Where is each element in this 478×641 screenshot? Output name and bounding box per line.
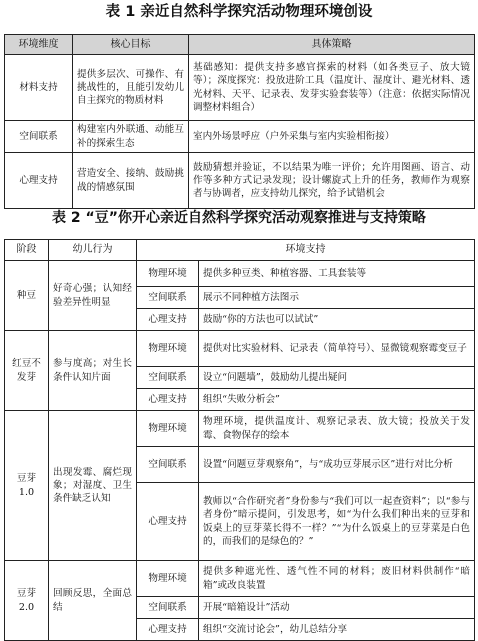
table-row (5, 121, 475, 153)
table-row (5, 153, 475, 209)
table-row (5, 411, 475, 447)
dimension-cell: 空间联系 (5, 121, 73, 153)
strategy-cell: 基础感知：提供支持多感官探索的材料（如各类豆子、放大镜等）；深度探究：投放进阶工具（温度计、湿度计、避光材料、透光材料、天平、记录表、发芽实验套装等）（注意：依据实际情况调整材料组合） (189, 55, 475, 121)
stage-cell: 种豆 (5, 261, 49, 331)
support-text-cell: 提供多种豆类、种植容器、工具套装等 (199, 261, 475, 287)
support-type-cell: 空间联系 (137, 287, 199, 309)
support-type-cell: 空间联系 (137, 367, 199, 389)
table-row (5, 561, 475, 597)
header-strategy: 具体策略 (189, 35, 475, 55)
support-text-cell: 物理环境，提供温度计、观察记录表、放大镜；投放关于发霉、食物保存的绘本 (199, 411, 475, 447)
support-text-cell: 设置“问题豆芽观察角”，与“成功豆芽展示区”进行对比分析 (199, 447, 475, 483)
dimension-cell: 心理支持 (5, 153, 73, 209)
support-text-cell: 设立“问题墙”，鼓励幼儿提出疑问 (199, 367, 475, 389)
support-text-cell: 提供多种遮光性、透气性不同的材料；废旧材料供制作“暗箱”或改良装置 (199, 561, 475, 597)
strategy-cell: 室内外场景呼应（户外采集与室内实验相衔接） (189, 121, 475, 153)
behavior-cell: 参与度高；对生长条件认知片面 (49, 331, 137, 411)
support-type-cell: 物理环境 (137, 411, 199, 447)
header-stage: 阶段 (5, 240, 49, 261)
behavior-cell: 回顾反思，全面总结 (49, 561, 137, 641)
support-type-cell: 心理支持 (137, 309, 199, 331)
header-dimension: 环境维度 (5, 35, 73, 55)
goal-cell: 营造安全、接纳、鼓励挑战的情感氛围 (73, 153, 189, 209)
strategy-cell: 鼓励猜想并验证，不以结果为唯一评价；允许用图画、语言、动作等多种方式记录发现；设计螺旋式上升的任务，教师作为观察者与协调者，应支持幼儿探究，给予试错机会 (189, 153, 475, 209)
physical-environment-table (4, 34, 475, 209)
goal-cell: 构建室内外联通、动能互补的探索生态 (73, 121, 189, 153)
table-header-row (5, 35, 475, 55)
table2-title: 表 2 “豆”你开心亲近自然科学探究活动观察推进与支持策略 (52, 210, 426, 226)
header-environment-support: 环境支持 (137, 240, 475, 261)
support-text-cell: 开展“暗箱设计”活动 (199, 597, 475, 619)
support-text-cell: 教师以“合作研究者”身份参与“我们可以一起查资料”；以“参与者身份”暗示提问，引发思考，如“为什么我们种出来的豆芽和饭桌上的豆芽菜长得不一样？”“为什么饭桌上的豆芽菜是白色的，而我们的是绿色的？” (199, 483, 475, 561)
table1-title: 表 1 亲近自然科学探究活动物理环境创设 (105, 4, 373, 20)
support-text-cell: 组织“交流讨论会”，幼儿总结分享 (199, 619, 475, 641)
header-goal: 核心目标 (73, 35, 189, 55)
behavior-cell: 好奇心强；认知经验差异性明显 (49, 261, 137, 331)
table-header-row (5, 240, 475, 261)
table-row (5, 55, 475, 121)
dimension-cell: 材料支持 (5, 55, 73, 121)
stage-cell: 红豆不发芽 (5, 331, 49, 411)
support-text-cell: 鼓励“你的方法也可以试试” (199, 309, 475, 331)
table-row (5, 331, 475, 367)
observation-support-table (4, 239, 475, 641)
support-type-cell: 物理环境 (137, 561, 199, 597)
support-type-cell: 心理支持 (137, 389, 199, 411)
support-type-cell: 物理环境 (137, 331, 199, 367)
stage-cell: 豆芽 2.0 (5, 561, 49, 641)
support-type-cell: 心理支持 (137, 483, 199, 561)
support-type-cell: 物理环境 (137, 261, 199, 287)
support-type-cell: 空间联系 (137, 597, 199, 619)
table-row (5, 261, 475, 287)
support-text-cell: 提供对比实验材料、记录表（简单符号）、显微镜观察霉变豆子 (199, 331, 475, 367)
support-text-cell: 组织“失败分析会” (199, 389, 475, 411)
support-type-cell: 心理支持 (137, 619, 199, 641)
goal-cell: 提供多层次、可操作、有挑战性的，且能引发幼儿自主探究的物质材料 (73, 55, 189, 121)
support-text-cell: 展示不同种植方法图示 (199, 287, 475, 309)
stage-cell: 豆芽 1.0 (5, 411, 49, 561)
header-behavior: 幼儿行为 (49, 240, 137, 261)
behavior-cell: 出现发霉、腐烂现象；对湿度、卫生条件缺乏认知 (49, 411, 137, 561)
support-type-cell: 空间联系 (137, 447, 199, 483)
